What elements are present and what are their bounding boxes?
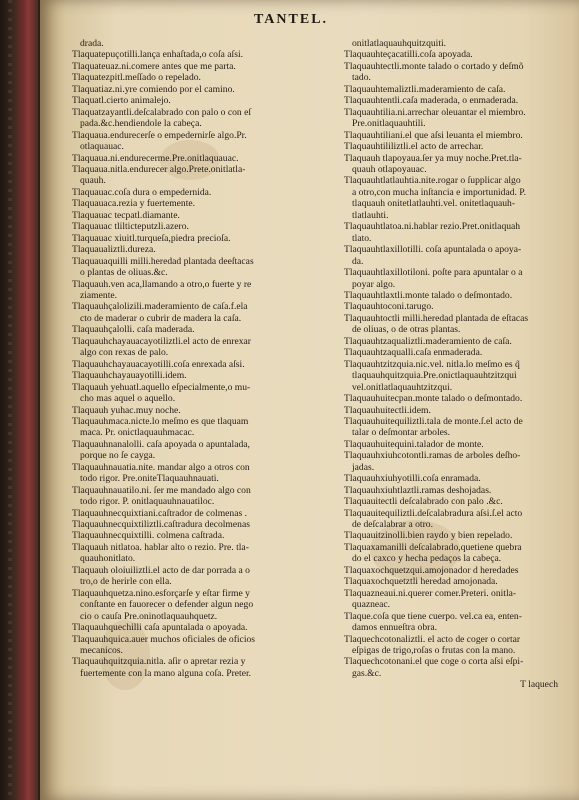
dictionary-entry-line: Tlaquauhnecquixtiliztli.caſtradura decolmenas [72,519,250,531]
dictionary-entry-line: Tlaquaxamanilli deſcalabrado,quetiene quebra [344,541,522,553]
dictionary-entry-line: Tlaquechcotonani.el que coge o corta aſsi eſpi- [344,656,524,668]
continuation-line: quauh otlapoyauac. [352,163,427,175]
dictionary-entry-line: Tlaquatezpitl.meſſado o repelado. [72,72,201,84]
dictionary-entry-line: Tlaquauhquitzquia.nitla. aſir o apretar rezia y [72,656,246,668]
continuation-line: poyar algo. [352,278,396,290]
continuation-line: mecanicos. [80,645,123,657]
dictionary-entry-line: Tlaquaua.nitla.endurecer algo.Prete.onitlatla- [72,163,246,175]
continuation-line: otlaquauac. [80,141,124,153]
dictionary-entry-line: Tlaquauhuitequini.talador de monte. [344,438,484,450]
continuation-line: maca. Pr. onictlaquauhmacac. [80,427,195,439]
dictionary-entry-line: Tlaquauhquechilli caſa apuntalada o apoyada. [72,622,248,634]
continuation-line: quauh. [80,175,106,187]
dictionary-entry-line: Tlaquauhtlaxillotiloni. poſte para apuntalar o a [344,267,523,279]
dictionary-entry-line: Tlaquauh oloiuiliztli.el acto de dar porrada a o [72,564,250,576]
left-text-column [66,38,328,679]
dictionary-entry-line: Tlaquauhtzaqualli.caſa enmaderada. [344,347,483,359]
continuation-line: damos ennueſtra obra. [352,622,437,634]
dictionary-entry-line: Tlaquauhxiuhyotilli.coſa enramada. [344,473,481,485]
dictionary-entry-line: Tlaquauh yuhac.muy noche. [72,404,181,416]
dictionary-entry-line: Tlaquauhchayauayotilli.idem. [72,370,187,382]
dictionary-entry-line: Tlaquauhteçacatilli.coſa apoyada. [344,49,473,61]
continuation-line: ziamente. [80,289,118,301]
dictionary-entry-line: Tlaquauitectli deſcalabrado con palo .&c. [344,496,503,508]
continuation-line: cto de maderar o cubrir de madera la caſa. [80,312,242,324]
dictionary-entry-line: Tlaquauh yehuatl.aquello eſpecialmente,o mu- [72,381,251,393]
dictionary-entry-line: Tlaquauhmaca.nicte.lo meſmo es que tlaquam [72,415,249,427]
dictionary-entry-line: Tlaquauhtililiztli.el acto de arrechar. [344,141,484,153]
book-binding-edge [0,0,38,800]
continuation-line: cho mas aquel o aquello. [80,393,176,405]
continuation-line: tlaquauhquitzquia.Pre.onictlaquauhtzitzqui [352,370,517,382]
dictionary-entry-line: Tlaquaxochquetztli heredad amojonada. [344,576,498,588]
continuation-line: do el caxco y hecha pedaços la cabeça. [352,553,502,565]
dictionary-entry-line: Tlaquauhxiuhtlaztli.ramas deshojadas. [344,484,492,496]
continuation-line: fuertemente con la mano alguna coſa. Preter. [80,667,252,679]
dictionary-entry-line: Tlaquauhtiliani.el que aſsi leuanta el miembro. [344,129,523,141]
dictionary-entry-line: Tlaquauhtilia.ni.arrechar oleuantar el miembro. [344,106,526,118]
continuation-line: tlatlauhti. [352,209,389,221]
dictionary-entry-line: Tlaque.coſa que tiene cuerpo. vel.ca ea, enten- [344,610,522,622]
dictionary-entry-line: Tlaquauhtzaqualiztli.maderamiento de caſa. [344,335,512,347]
continuation-line: tado. [352,72,371,84]
continuation-line: onitlatlaquauhquitzquiti. [352,38,447,49]
dictionary-entry-line: Tlaquauhtzitzquia.nic.vel. nitla.lo meſmo es q̃ [344,358,520,370]
continuation-line: porque no ſe cayga. [80,450,156,462]
dictionary-entry-line: Tlaquauhçalolli. caſa maderada. [72,324,195,336]
dictionary-entry-line: Tlaquatiaz.ni.yre comiendo por el camino. [72,83,235,95]
dictionary-entry-line: Tlaquatzayantli.deſcalabrado con palo o con eſ [72,106,252,118]
dictionary-entry-line: Tlaquauac tecpatl.diamante. [72,209,180,221]
dictionary-entry-line: Tlaquauhtoconi.tarugo. [344,301,434,313]
continuation-line: vel.onitlatlaquauhtzitzqui. [352,381,453,393]
continuation-line: cio o cauſa Pre.oninotlaquauhquetz. [80,610,218,622]
continuation-line: jadas. [352,461,375,473]
continuation-line: pada.&c.hendiendole la cabeça. [80,118,202,130]
continuation-line: tro,o de herirle con ella. [80,576,172,588]
dictionary-entry-line: Tlaquateuaz.ni.comere antes que me parta. [72,60,236,72]
continuation-line: eſpigas de trigo,roſas o frutas con la mano. [352,645,516,657]
continuation-line: tlato. [352,232,372,244]
continuation-line: gas.&c. [352,667,382,679]
dictionary-entry-line: Tlaquauhçalolizili.maderamiento de caſa.f.ela [72,301,248,313]
dictionary-entry-line: Tlaquauhuitecpan.monte talado o deſmontado. [344,393,523,405]
continuation-line: todo rigor. Pre.oniteTlaquauhnauati. [80,473,219,485]
dictionary-entry-line: Tlaquauh nitlatoa. hablar alto o rezio. Pre. tla- [72,541,249,553]
continuation-line: o plantas de oliuas.&c. [80,267,168,279]
dictionary-entry-line: Tlaquauaca.rezia y fuertemente. [72,198,196,210]
dictionary-entry-line: Tlaquauhtentli.caſa maderada, o enmaderada. [344,95,519,107]
dictionary-entry-line: Tlaquauh tlapoyaua.ſer ya muy noche.Pret.tla- [344,152,522,164]
dictionary-entry-line: Tlaquaxochquetzqui.amojonador d̃ heredades [344,564,519,576]
dictionary-entry-line: Tlaquaua.ni.endurecerme.Pre.onitlaquauac. [72,152,239,164]
dictionary-entry-line: Tlaquauac xiuitl.turqueſa,piedra precioſa. [72,232,231,244]
dictionary-entry-line: Tlaquauhtemaliztli.maderamiento de caſa. [344,83,506,95]
dictionary-entry-line: Tlaquaualiztli.dureza. [72,244,156,256]
running-header: TANTEL. [254,12,329,27]
continuation-line: da. [352,255,364,267]
continuation-line: quazneac. [352,599,391,611]
dictionary-entry-line: Tlaquauhxiuhcotontli.ramas de arboles deſho- [344,450,521,462]
continuation-line: algo con rexas de palo. [80,347,169,359]
continuation-line: a otro,con mucha inſtancia e importunidad. P. [352,186,526,198]
right-text-column [338,38,564,691]
continuation-line: drada. [80,38,104,49]
dictionary-entry-line: Tlaquauac.coſa dura o empedernida. [72,186,212,198]
dictionary-entry-line: Tlaquauitzinolli.bien raydo y bien repelado. [344,530,513,542]
dictionary-entry-line: Tlaquechcotonaliztli. el acto de coger o cortar [344,633,521,645]
dictionary-entry-line: Tlaquauitequiliztli.deſcalabradura aſsi.ſ.el acto [344,507,523,519]
dictionary-entry-line: Tlaquauhnecquixtiani.caſtrador de colmenas . [72,507,248,519]
continuation-line: quauhonitlato. [80,553,136,565]
dictionary-entry-line: Tlaquaua.endurecerſe o empedernirſe algo.Pr. [72,129,247,141]
dictionary-entry-line: Tlaquazneaui.ni.querer comer.Preteri. onitla- [344,587,517,599]
dictionary-entry-line: Tlaquauhtlaxillotilli. coſa apuntalada o apoya- [344,244,522,256]
dictionary-entry-line: Tlaquauhtectli.monte talado o cortado y deſmõ [344,60,524,72]
dictionary-entry-line: Tlaquauhnanalolli. caſa apoyada o apuntalada, [72,438,250,450]
continuation-line: conſtante en fauorecer o defender algun nego [80,599,254,611]
continuation-line: Pre.onitlaquauhtili. [352,118,426,130]
dictionary-entry-line: Tlaquauhquica.auer muchos oficiales de oficios [72,633,256,645]
dictionary-entry-line: Tlaquauhquetza.nino.esforçarſe y eſtar firme y [72,587,250,599]
dictionary-entry-line: Tlaquauhchayauacayotiliztli.el acto de enrexar [72,335,251,347]
dictionary-entry-line: Tlaquatepuçotilli.lança enhaſtada,o coſa aſsi. [72,49,244,61]
continuation-line: tlaquauh onitetlatlauhti.vel. onitetlaquauh- [352,198,516,210]
dictionary-entry-line: Tlaquauhnecquixtilli. colmena caſtrada. [72,530,225,542]
dictionary-entry-line: Tlaquauhuitectli.idem. [344,404,431,416]
catchword: T laquech [520,679,558,691]
dictionary-entry-line: Tlaquauhnauatia.nite. mandar algo a otros con [72,461,250,473]
dictionary-entry-line: Tlaquauh.ven aca,llamando a otro,o fuerte y re [72,278,252,290]
dictionary-entry-line: Tlaquauhtlaxtli.monte talado o deſmontado. [344,289,513,301]
continuation-line: todo rigor. P. onitlaquauhnauatiloc. [80,496,215,508]
dictionary-entry-line: Tlaquauhnauatilo.ni. ſer me mandado algo con [72,484,251,496]
dictionary-entry-line: Tlaquauac tlilticteputzli.azero. [72,221,189,233]
dictionary-entry-line: Tlaquauhuitequiliztli.tala de monte.ſ.el acto de [344,415,523,427]
dictionary-entry-line: Tlaquauaquilli milli.heredad plantada deeſtacas [72,255,254,267]
continuation-line: talar o deſmontar arboles. [352,427,451,439]
dictionary-entry-line: Tlaquauhtoctli milli.heredad plantada de eſtacas [344,312,529,324]
dictionary-entry-line: Tlaquauhtlatoa.ni.hablar rezio.Pret.onitlaquah [344,221,521,233]
continuation-line: de oliuas, o de otras plantas. [352,324,461,336]
dictionary-entry-line: Tlaquatl.cierto animalejo. [72,95,171,107]
continuation-line: de deſcalabrar a otro. [352,519,433,531]
dictionary-entry-line: Tlaquauhtlatlauhtia.nite.rogar o ſupplicar algo [344,175,521,187]
dictionary-entry-line: Tlaquauhchayauacayotilli.coſa enrexada aſsi. [72,358,245,370]
